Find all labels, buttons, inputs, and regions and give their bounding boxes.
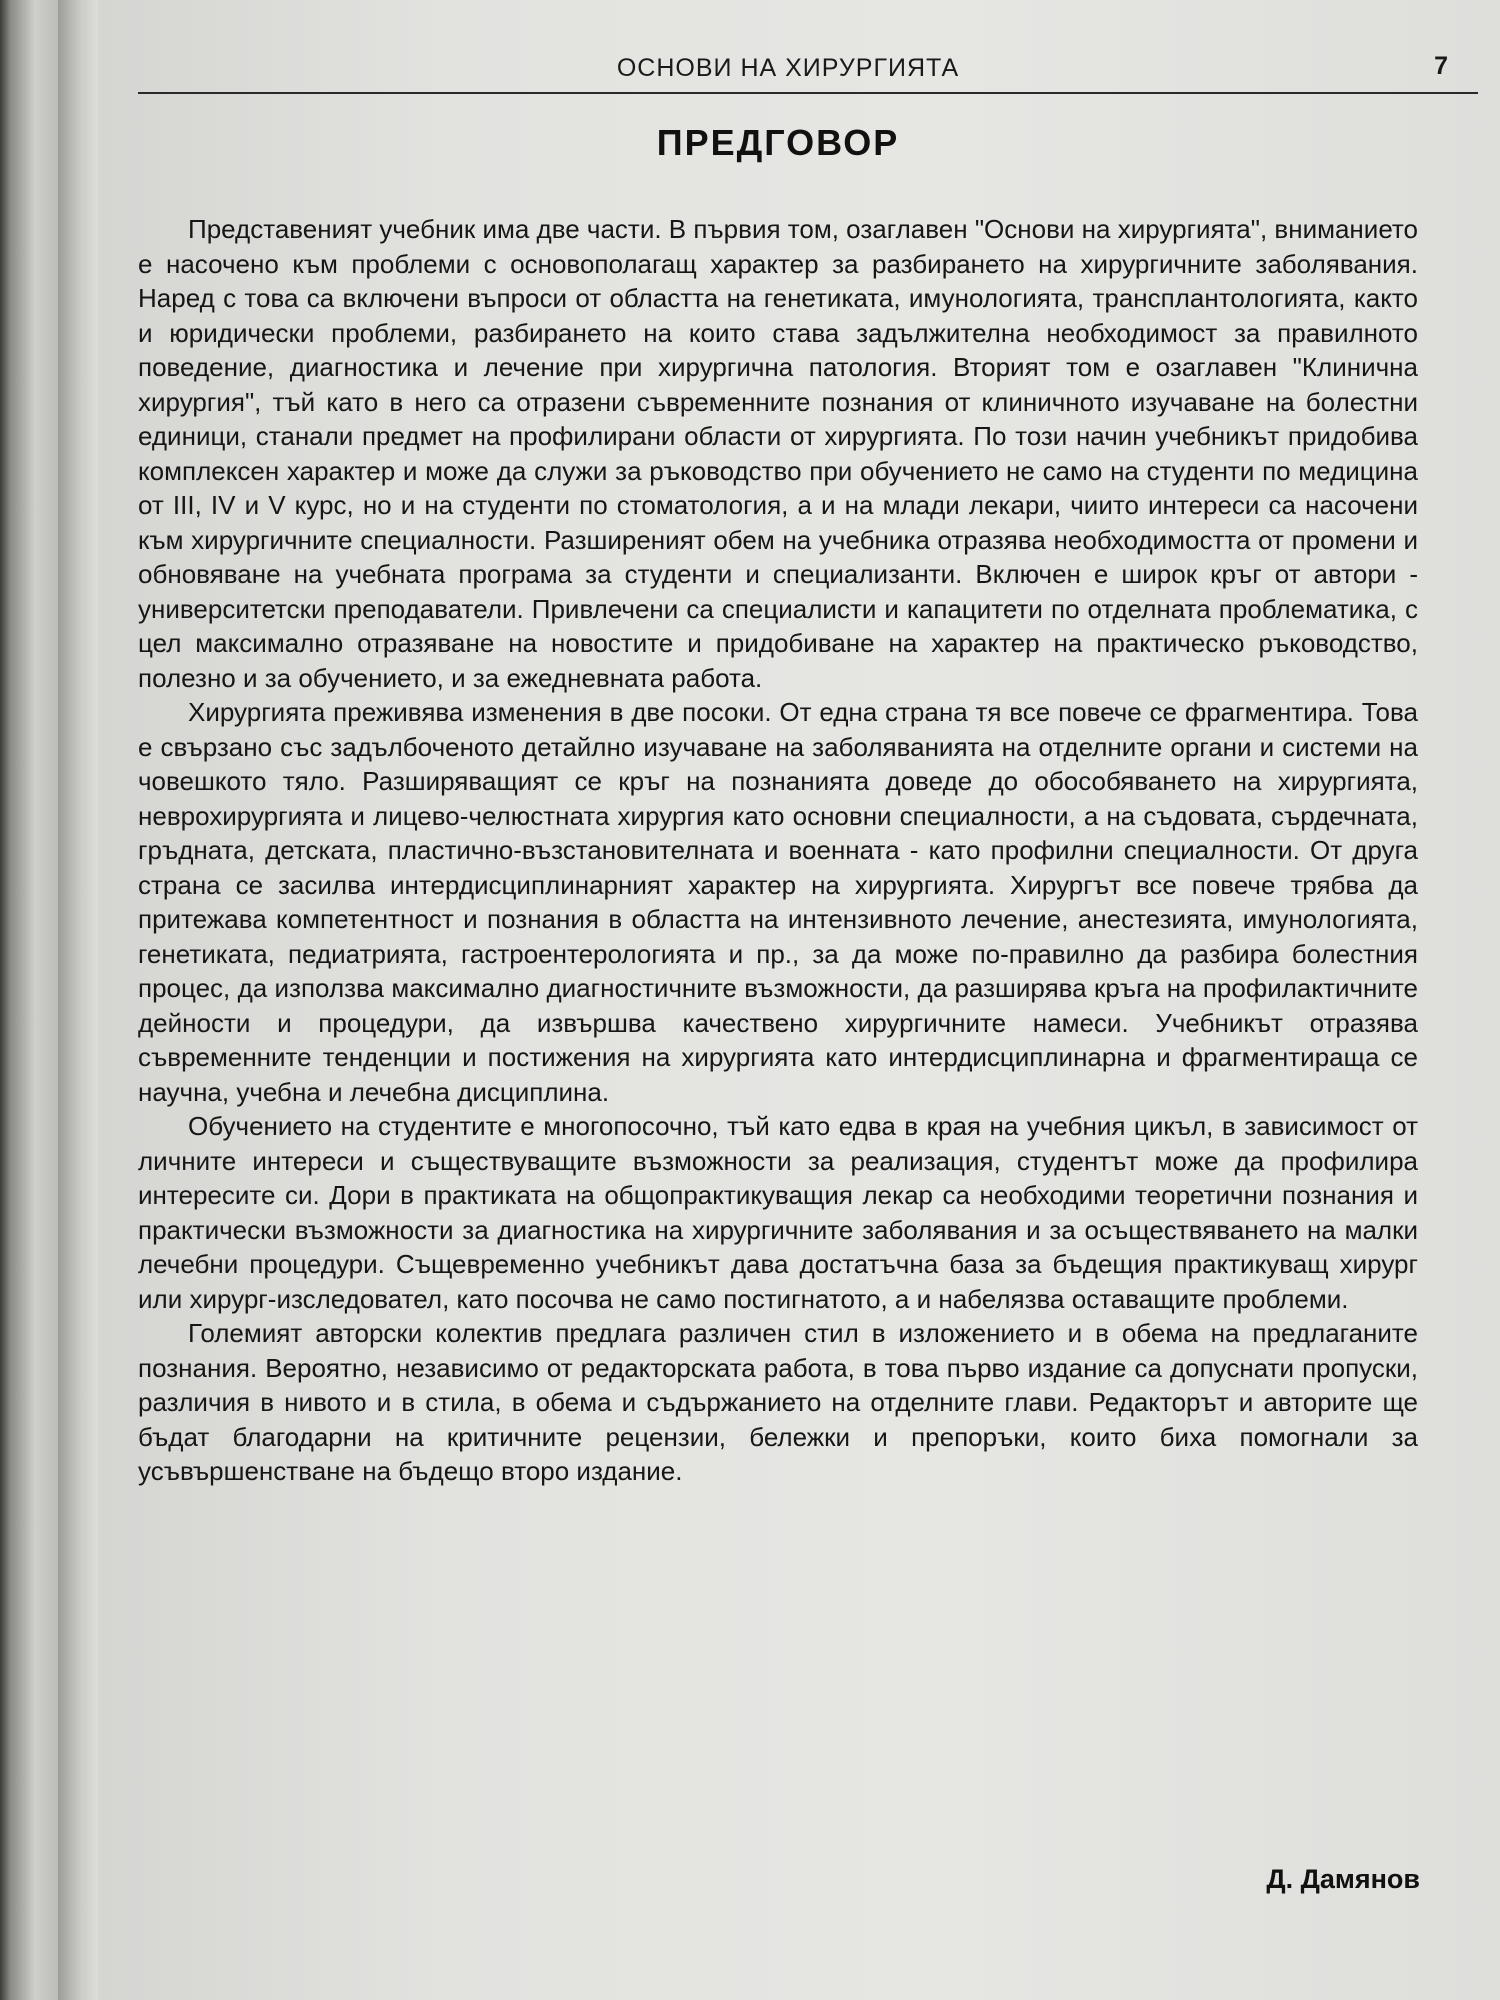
paragraph-3: Обучението на студентите е многопосочно, тъй като едва в края на учебния цикъл, в зависимост от личните интереси и съществуващите възможности за реализация, студентът може да профилира интересите си. Дори в практиката на общопрактикуващия лекар са необходими теоретични познания и практически възможности за диагностика на хирургичните заболявания и за осъществяването на малки лечебни процедури. Същевременно учебникът дава достатъчна база за бъдещия практикуващ хирург или хирург-изследовател, като посочва не само постигнатото, а и набелязва оставащите проблеми.: [138, 1111, 1418, 1314]
paragraph-2: Хирургията преживява изменения в две посоки. От една страна тя все повече се фрагментира. Това е свързано със задълбоченото детайлно изучаване на заболяванията на отделните органи и системи на човешкото тяло. Разширяващият се кръг на познанията доведе до обособяването на хирургията, неврохирургията и лицево-челюстната хирургия като основни специалности, а на съдовата, сърдечната, гръдната, детската, пластично-възстановителната и военната - като профилни специалности. От друга страна се засилва интердисциплинарният характер на хирургията. Хирургът все повече трябва да притежава компетентност и познания в областта на интензивното лечение, анестезията, имунологията, генетиката, педиатрията, гастроентерологията и пр., за да може по-правилно да разбира болестния процес, да използва максимално диагностичните възможности, да разширява кръга на профилактичните дейности и процедури, да извършва качествено хирургичните намеси. Учебникът отразява съвременните тенденции и постижения на хирургията като интердисциплинарна и фрагментираща се научна, учебна и лечебна дисциплина.: [138, 697, 1418, 1107]
page-number: 7: [1434, 52, 1448, 80]
page-title: ПРЕДГОВОР: [656, 122, 900, 163]
paragraph-4: Големият авторски колектив предлага различен стил в изложението и в обема на предлаганите познания. Вероятно, независимо от редакторската работа, в това първо издание са допуснати пропуски, различия в нивото и в стила, в обема и съдържанието на отделните глави. Редакторът и авторите ще бъдат благодарни на критичните рецензии, бележки и препоръки, които биха помогнали за усъвършенстване на бъдещо второ издание.: [138, 1318, 1418, 1486]
facing-page-edge: [0, 0, 58, 2000]
body-text: [138, 212, 1418, 1489]
paragraph-1: Представеният учебник има две части. В първия том, озаглавен "Основи на хирургията", вниманието е насочено към проблеми с основополагащ характер за разбирането на хирургичните заболявания. Наред с това са включени въпроси от областта на генетиката, имунологията, трансплантологията, както и юридически проблеми, разбирането на които става задължителна необходимост за правилното поведение, диагностика и лечение при хирургична патология. Вторият том е озаглавен "Клинична хирургия", тъй като в него са отразени съвременните познания от клиничното изучаване на болестни единици, станали предмет на профилирани области от хирургията. По този начин учебникът придобива комплексен характер и може да служи за ръководство при обучението не само на студенти по медицина от III, IV и V курс, но и на студенти по стоматология, а и на млади лекари, чиито интереси са насочени към хирургичните специалности. Разширеният обем на учебника отразява необходимостта от промени и обновяване на учебната програма за студенти и специализанти. Включен е широк кръг от автори - университетски преподаватели. Привлечени са специалисти и капацитети по отделната проблематика, с цел максимално отразяване на новостите и придобиване на характер на практическо ръководство, полезно и за обучението, и за ежедневната работа.: [138, 214, 1418, 693]
running-head: [138, 52, 1478, 94]
book-gutter: [58, 0, 98, 2000]
author-signature: Д. Дамянов: [1266, 1864, 1420, 1894]
running-title: ОСНОВИ НА ХИРУРГИЯТА: [616, 54, 960, 82]
book-page: [98, 0, 1500, 2000]
